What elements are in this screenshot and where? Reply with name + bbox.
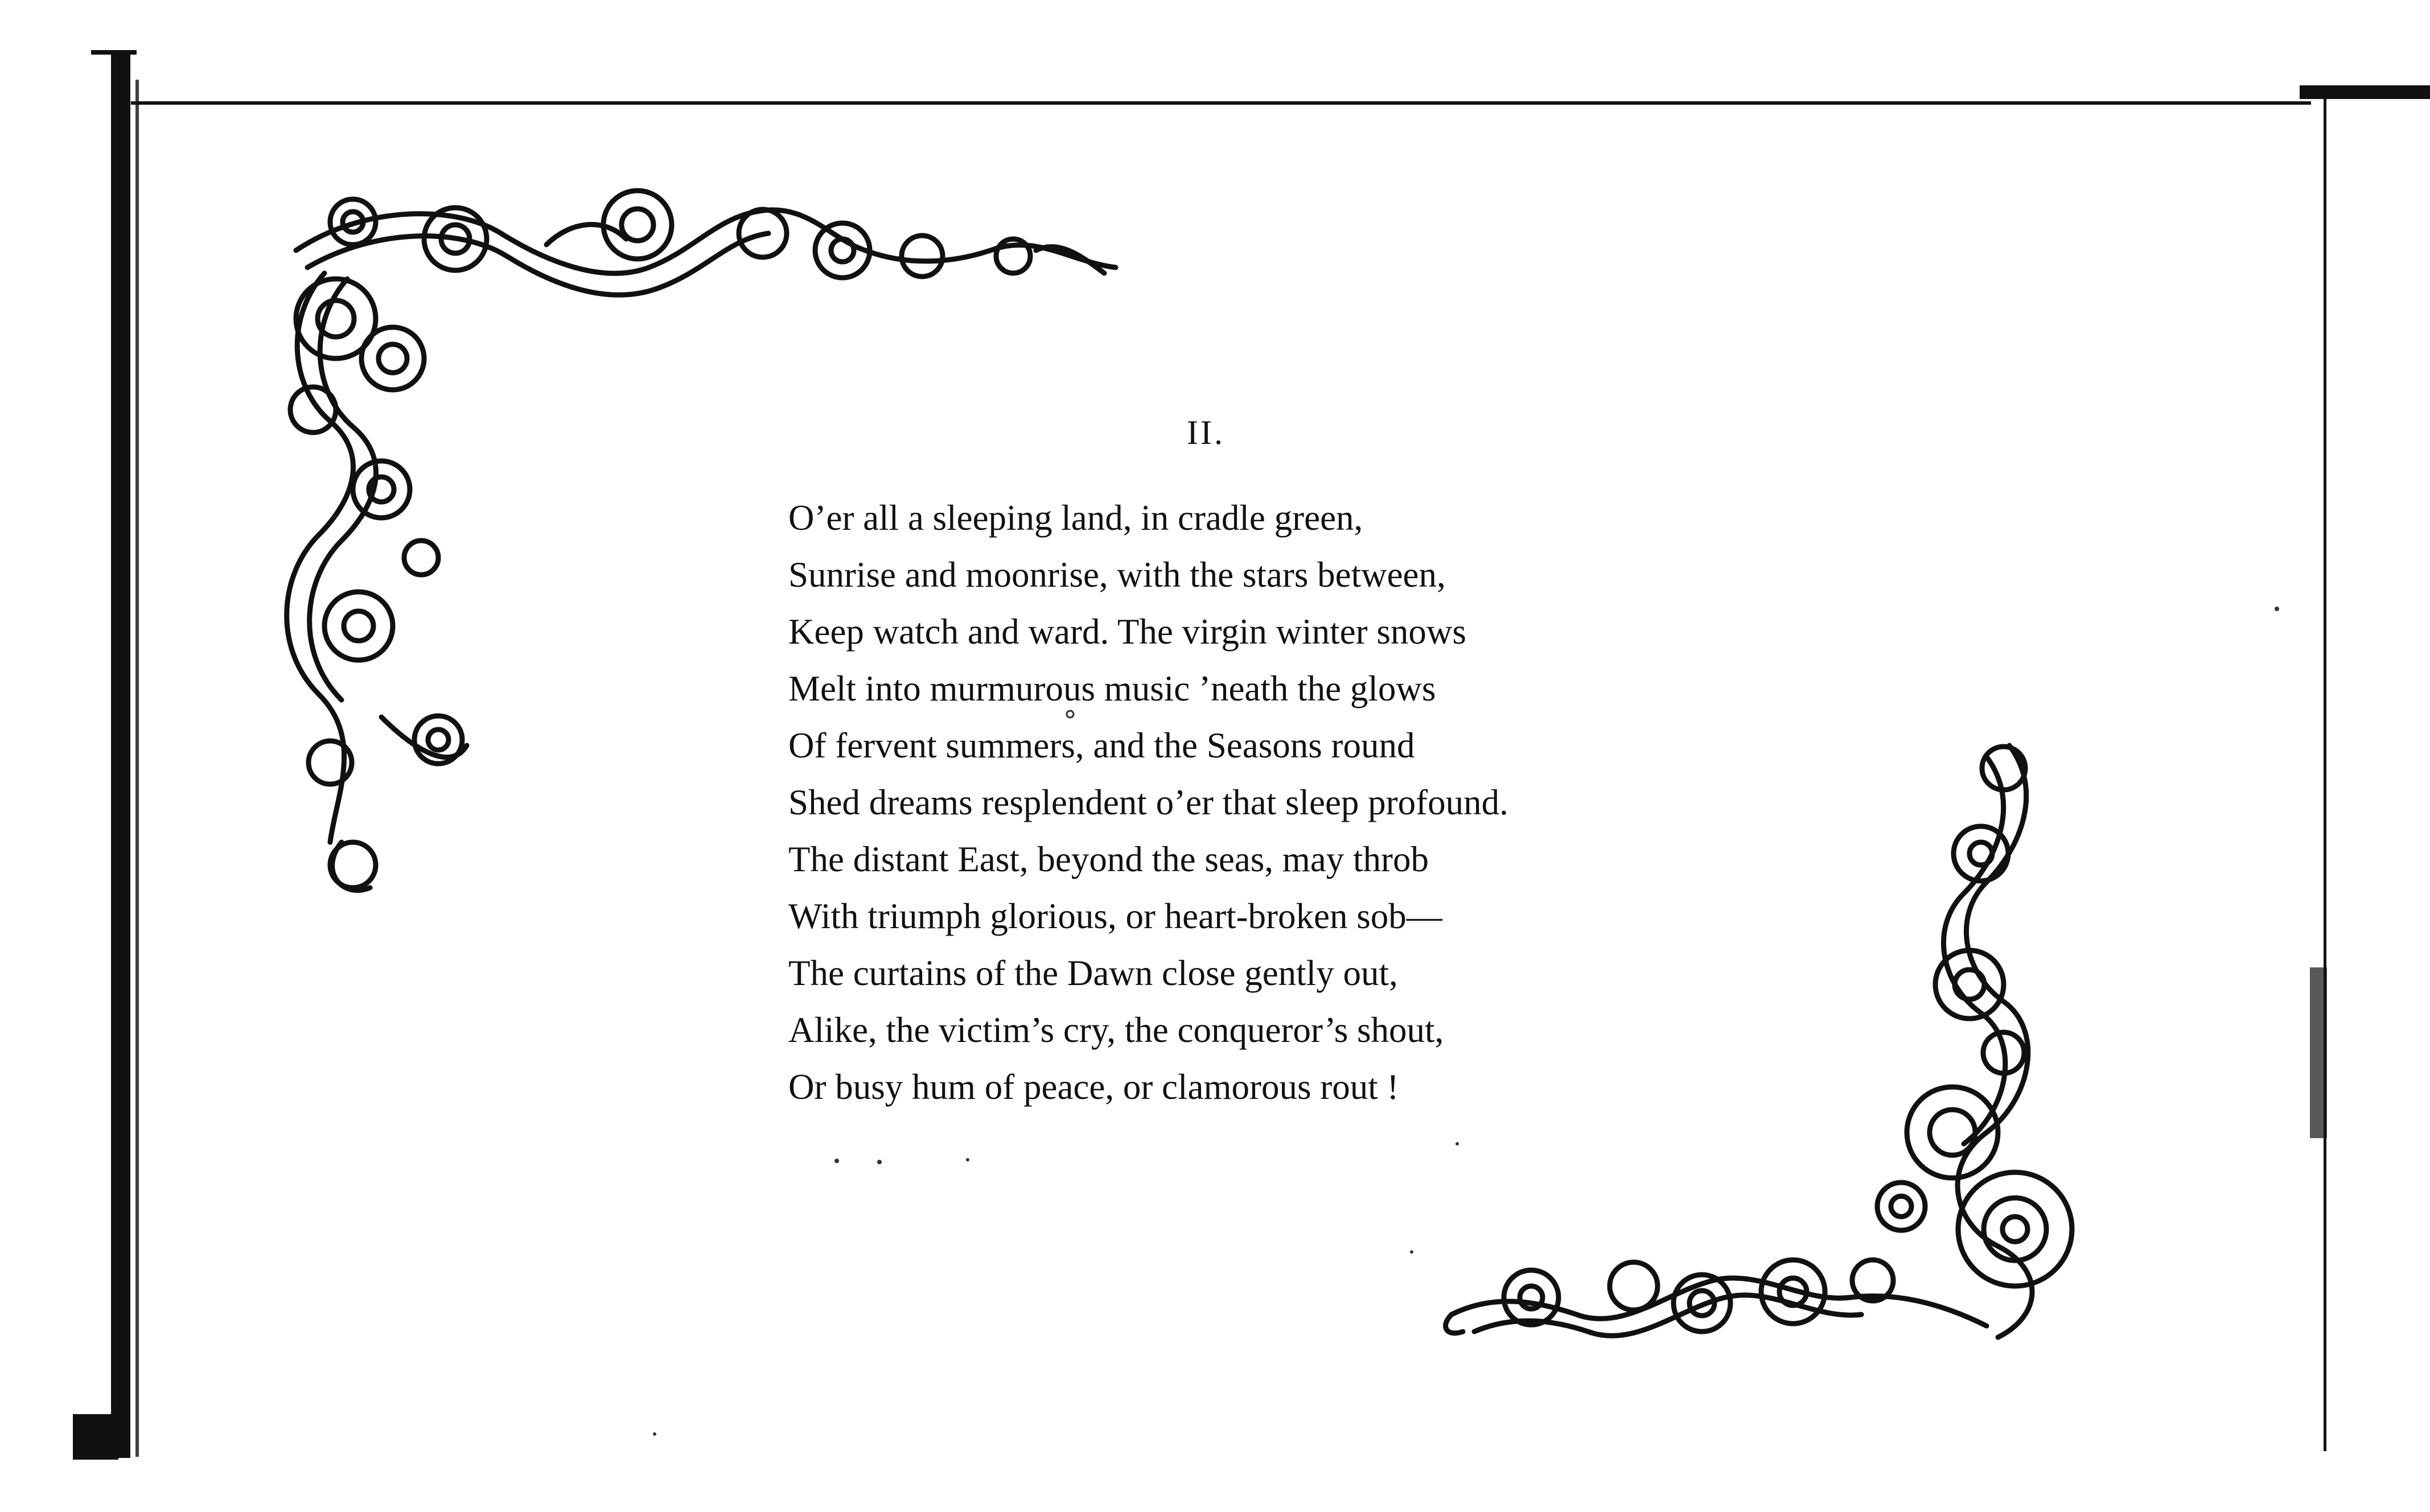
poem-line: Alike, the victim’s cry, the conqueror’s shout, — [788, 1010, 1444, 1050]
poem-line: Melt into murmurous music ’neath the glows — [788, 669, 1436, 708]
poem-line: The curtains of the Dawn close gently out, — [788, 953, 1398, 993]
top-right-bar — [2300, 85, 2430, 99]
top-rule-short — [91, 50, 137, 55]
right-edge-line — [2324, 97, 2326, 1451]
left-edge-bar — [111, 52, 130, 1458]
poem-line: With triumph glorious, or heart-broken sob— — [788, 896, 1442, 936]
poem-section-number: II. — [1187, 414, 1225, 451]
poem-line: Shed dreams resplendent o’er that sleep profound. — [788, 782, 1508, 822]
poem-line: Keep watch and ward. The virgin winter snows — [788, 612, 1466, 652]
poem-line: Of fervent summers, and the Seasons round — [788, 726, 1415, 765]
poem-block — [788, 410, 1699, 1115]
right-edge-mark — [2310, 967, 2327, 1138]
left-edge-block — [73, 1414, 118, 1460]
poem-line: Sunrise and moonrise, with the stars between, — [788, 555, 1446, 595]
top-rule — [131, 101, 2311, 105]
poem-line: The distant East, beyond the seas, may throb — [788, 839, 1429, 879]
poem-line: O’er all a sleeping land, in cradle green, — [788, 498, 1363, 538]
left-edge-line — [135, 80, 139, 1457]
poem-line: Or busy hum of peace, or clamorous rout ! — [788, 1067, 1399, 1107]
